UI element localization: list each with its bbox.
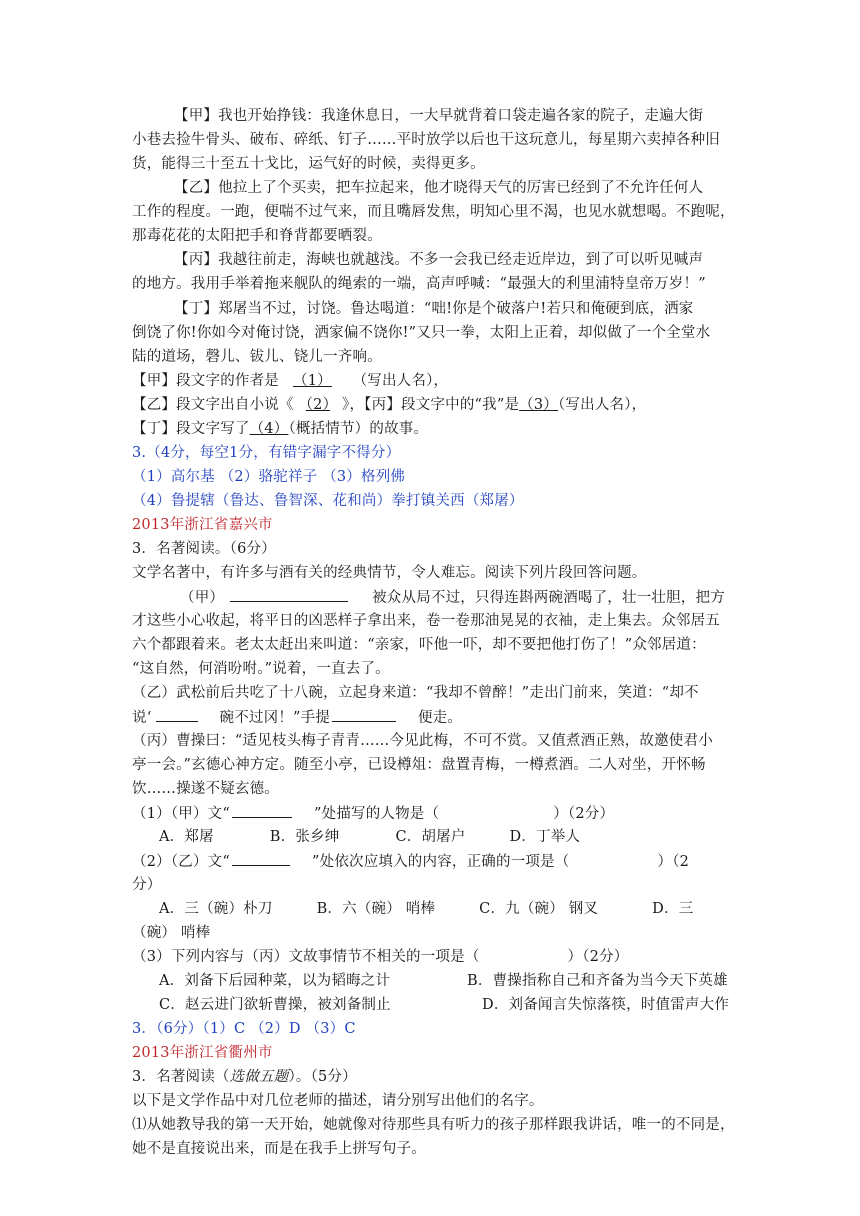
subquestion-1-mid: ”处描写的人物是（	[314, 806, 440, 822]
section-3-intro: 以下是文学作品中对几位老师的描述，请分别写出他们的名字。	[132, 1093, 544, 1109]
jia-paragraph-line-2: 小巷去捡牛骨头、破布、碎纸、钉子……平时放学以后也干这玩意儿，每星期六卖掉各种旧	[132, 132, 720, 148]
question-3-line	[132, 417, 428, 441]
passage-jia-label: （甲）	[180, 590, 225, 606]
option-2c: C．九（碗） 钢叉	[479, 901, 599, 917]
question-3-hint: （概括情节）的故事。	[288, 421, 429, 437]
question-2-mid: 》，【丙】段文字中的“我”是	[342, 397, 520, 413]
option-2b: B．六（碗） 哨棒	[316, 901, 436, 917]
subquestion-2-blank	[232, 849, 290, 866]
passage-jia-text: 被众从局不过，只得连斟两碗酒喝了，壮一壮胆，把方	[372, 590, 725, 606]
passage-jia-line-1	[160, 585, 725, 610]
passage-yi-blank-2	[332, 705, 396, 722]
yi-paragraph-line-3: 那毒花花的太阳把手和脊背都要晒裂。	[132, 228, 382, 244]
passage-yi-text-c: 便走。	[418, 710, 463, 726]
blank-3: （3）	[519, 397, 558, 413]
ding-paragraph-line-3: 陆的道场，磬儿、钹儿、铙儿一齐响。	[132, 349, 382, 365]
region-heading-quzhou: 2013年浙江省衢州市	[132, 1045, 273, 1061]
answer-1-line-1: （1）高尔基 （2）骆驼祥子 （3）格列佛	[132, 469, 406, 485]
section-2-intro: 文学名著中，有许多与酒有关的经典情节，令人难忘。阅读下列片段回答问题。	[132, 565, 647, 581]
passage-jia-line-4: “这自然，何消吩咐。”说着，一直去了。	[132, 661, 390, 677]
jia-paragraph-line-3: 货，能得三十至五十戈比，运气好的时候，卖得更多。	[132, 156, 485, 172]
subquestion-3-options-row-2	[159, 993, 391, 1017]
section-3-q1-line-2: 她不是直接说出来，而是在我手上拼写句子。	[132, 1141, 426, 1157]
subquestion-3-option-b: B．曹操指称自己和齐备为当今天下英雄	[467, 973, 728, 989]
subquestion-1-blank	[232, 801, 292, 818]
option-2d: D．三	[652, 901, 694, 917]
blank-4: （4）	[249, 421, 289, 437]
subquestion-3-options-row-1	[159, 969, 390, 993]
question-3-text: 【丁】段文字写了	[132, 421, 250, 437]
bing-paragraph-line-1: 【丙】我越往前走，海峡也就越浅。不多一会我已经走近岸边，到了可以听见喊声	[174, 252, 704, 268]
question-1-text: 【甲】段文字的作者是	[132, 373, 279, 389]
option-2d-cont: （碗） 哨棒	[132, 925, 211, 941]
answer-1-header: 3.（4分，每空1分，有错字漏字不得分）	[132, 445, 401, 461]
ding-paragraph-line-2: 倒饶了你!你如今对俺讨饶，洒家偏不饶你!”又只一拳，太阳上正着，却似做了一个全堂水	[132, 325, 711, 341]
subquestion-1	[132, 801, 614, 826]
option-3a: A．刘备下后园种菜，以为韬晦之计	[159, 973, 391, 989]
subquestion-3-points: ）（2分）	[567, 949, 629, 965]
question-1-line	[132, 369, 448, 393]
subquestion-1-text: （1）（甲）文“	[132, 806, 230, 822]
section-3-title	[132, 1065, 357, 1089]
blank-2: （2）	[305, 397, 331, 413]
ding-paragraph-line-1: 【丁】郑屠当不过，讨饶。鲁达喝道：“咄!你是个破落户!若只和俺硬到底，洒家	[174, 301, 694, 317]
passage-yi-text-a: 说‘	[132, 710, 152, 726]
question-2-line	[132, 393, 646, 417]
region-heading-jiaxing: 2013年浙江省嘉兴市	[132, 517, 273, 533]
passage-yi-line-2	[132, 705, 462, 730]
bing-paragraph-line-2: 的地方。我用手举着拖来舰队的绳索的一端，高声呼喊：“最强大的利里浦特皇帝万岁！”	[132, 276, 706, 292]
option-2a: A．三（碗）朴刀	[159, 901, 273, 917]
subquestion-3-text: （3）下列内容与（丙）文故事情节不相关的一项是（	[132, 949, 480, 965]
option-3c: C．赵云进门欲斩曹操，被刘备制止	[159, 997, 391, 1013]
passage-bing-line-2: 亭一会。”玄德心神方定。随至小亭，已设樽俎：盘置青梅，一樽煮酒。二人对坐，开怀畅	[132, 757, 706, 773]
question-1-hint: （写出人名），	[359, 373, 449, 389]
passage-jia-blank	[230, 585, 348, 602]
passage-yi-line-1: （乙）武松前后共吃了十八碗，立起身来道：“我却不曾醉！”走出门前来，笑道：“却不	[132, 685, 699, 701]
subquestion-1-points: ）（2分）	[553, 806, 615, 822]
question-2-hint: （写出人名），	[557, 397, 647, 413]
section-3-title-emphasis: 选做五题	[229, 1069, 289, 1085]
passage-yi-blank-1	[156, 705, 198, 722]
section-3-title-points: ）。（5分）	[288, 1069, 357, 1085]
option-1c: C．胡屠户	[395, 829, 466, 845]
passage-bing-line-1: （丙）曹操曰：“适见枝头梅子青青……今见此梅，不可不赏。又值煮酒正熟，故邀使君小	[132, 733, 713, 749]
option-1a: A．郑屠	[159, 829, 214, 845]
option-1b: B．张乡绅	[269, 829, 340, 845]
subquestion-2-points: ）（2	[657, 854, 690, 870]
question-2-text: 【乙】段文字出自小说《	[132, 397, 294, 413]
subquestion-2-mid: ”处依次应填入的内容，正确的一项是（	[312, 854, 570, 870]
yi-paragraph-line-2: 工作的程度。一跑，便喘不过气来，而且嘴唇发焦，明知心里不渴，也见水就想喝。不跑呢，	[132, 204, 735, 220]
blank-1: （1）	[293, 373, 332, 389]
yi-paragraph-line-1: 【乙】他拉上了个买卖，把车拉起来，他才晓得天气的厉害已经到了不允许任何人	[174, 180, 704, 196]
subquestion-3	[132, 945, 629, 969]
passage-yi-text-b: 碗不过冈！”手提	[219, 710, 331, 726]
subquestion-2-points-cont: 分）	[132, 877, 162, 893]
answer-2: 3．（6分）（1）C （2）D （3）C	[132, 1021, 356, 1037]
subquestion-2-options	[159, 897, 693, 921]
subquestion-3-option-d: D．刘备闻言失惊落筷，时值雷声大作	[482, 997, 730, 1013]
option-1d: D．丁举人	[509, 829, 581, 845]
subquestion-1-options	[159, 825, 580, 849]
passage-jia-line-3: 六个都跟着来。老太太赶出来叫道：“亲家，吓他一吓，却不要把他打伤了！”众邻居道：	[132, 637, 706, 653]
section-3-q1-line-1: ⑴从她教导我的第一天开始，她就像对待那些具有听力的孩子那样跟我讲话，唯一的不同是，	[132, 1117, 735, 1133]
section-3-title-text: 3．名著阅读（	[132, 1069, 230, 1085]
jia-paragraph-line-1: 【甲】我也开始挣钱：我逢休息日，一大早就背着口袋走遍各家的院子，走遍大街	[174, 108, 704, 124]
passage-jia-line-2: 才这些小心收起，将平日的凶恶样子拿出来，卷一卷那油晃晃的衣袖，走上集去。众邻居五	[132, 613, 720, 629]
subquestion-2-text: （2）（乙）文“	[132, 854, 230, 870]
answer-1-line-2: （4）鲁提辖（鲁达、鲁智深、花和尚）拳打镇关西（郑屠）	[132, 493, 524, 509]
subquestion-2	[132, 849, 689, 874]
passage-bing-line-3: 饮……操遂不疑玄德。	[132, 781, 279, 797]
section-2-title: 3．名著阅读。（6分）	[132, 541, 276, 557]
